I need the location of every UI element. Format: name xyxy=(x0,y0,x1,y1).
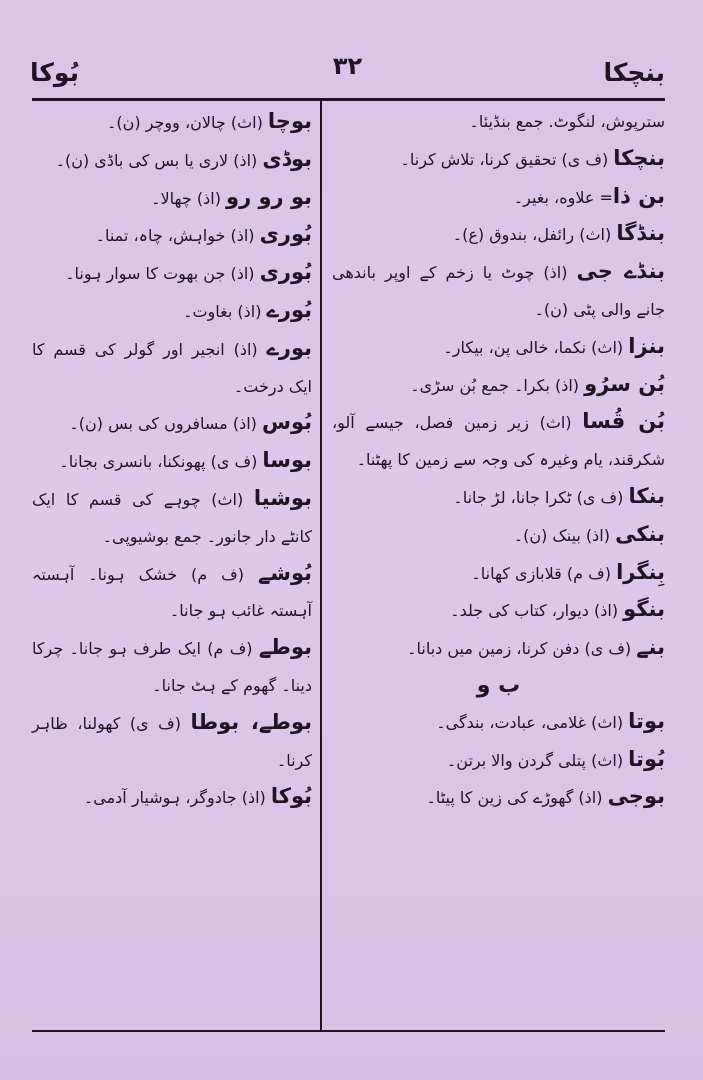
entry-definition: سترپوش، لنگوٹ. جمع بنڈیئا۔ xyxy=(469,112,665,131)
header-last-headword: بُوکا xyxy=(30,58,79,87)
entry-definition: (اذ) چھالا۔ xyxy=(151,188,227,208)
dictionary-entry xyxy=(332,592,665,630)
entry-headword: بوچا xyxy=(267,109,312,133)
entry-headword: بُوری xyxy=(259,260,312,285)
entry-headword: بُوس xyxy=(261,410,312,435)
page-number: ۳۲ xyxy=(332,52,363,80)
column-divider xyxy=(320,99,322,1030)
dictionary-entry xyxy=(332,555,665,593)
entry-headword: بن ذا xyxy=(612,183,665,208)
entry-definition: (اذ) جادوگر، ہوشیار آدمی۔ xyxy=(83,788,271,808)
dictionary-entry xyxy=(32,443,312,481)
entry-definition: = علاوه، بغیر۔ xyxy=(513,187,613,207)
dictionary-entry xyxy=(332,329,665,367)
entry-definition: (اذ) بغاوت۔ xyxy=(183,301,267,321)
entry-definition: (اث) غلامی، عبادت، بندگی۔ xyxy=(436,712,629,732)
entry-headword: بوشیا xyxy=(253,485,312,510)
entry-definition: (اذ) بینک (ن)۔ xyxy=(513,525,616,545)
entry-headword: بوطے، بوطا xyxy=(190,709,312,734)
entry-headword: بوسا xyxy=(262,448,312,473)
dictionary-entry xyxy=(32,630,312,705)
dictionary-entry xyxy=(332,254,665,329)
entry-definition: (ف ی) تحقیق کرنا، تلاش کرنا۔ xyxy=(400,149,614,169)
dictionary-entry xyxy=(32,779,312,817)
dictionary-entry xyxy=(332,104,665,141)
entry-headword: بنگو xyxy=(623,597,665,622)
left-column-entries xyxy=(32,104,312,817)
entry-definition: (ف ی) کھولنا، ظاہر کرنا۔ xyxy=(32,713,312,770)
dictionary-entry xyxy=(332,479,665,517)
dictionary-entry xyxy=(32,104,312,142)
entry-definition: (اث) نکما، خالی پن، بیکار۔ xyxy=(443,337,629,357)
entry-definition: (اذ) مسافروں کی بس (ن)۔ xyxy=(69,414,262,434)
entry-definition: (اث) پتلی گردن والا برتن۔ xyxy=(446,750,629,770)
entry-definition: (اذ) انجیر اور گولر کی قسم کا ایک درخت۔ xyxy=(32,339,312,396)
entry-headword: بنڈگا xyxy=(616,221,665,246)
right-column xyxy=(332,104,665,817)
entry-definition: (ف ی) دفن کرنا، زمین میں دبانا۔ xyxy=(407,639,637,659)
entry-definition: (اث) زیر زمین فصل، جیسے آلو، شکرقند، یام وغیرہ کی وجہ سے زمین کا پھٹنا۔ xyxy=(332,413,665,470)
header-first-headword: بنچکا xyxy=(603,58,665,87)
entry-headword: بُوری xyxy=(259,222,312,247)
entry-headword: بوطے xyxy=(258,635,312,660)
entry-headword: بُن سرُو xyxy=(584,371,665,396)
dictionary-entry xyxy=(32,180,312,218)
entry-definition: (اذ) جن بھوت کا سوار ہونا۔ xyxy=(65,264,260,284)
entry-headword: بُوتا xyxy=(628,746,665,771)
entry-headword: بنے xyxy=(636,635,665,660)
entry-headword: بُورے xyxy=(266,297,312,322)
entry-headword: بنڈے جی xyxy=(576,259,665,284)
entry-definition: (ف ی) ٹکرا جانا، لڑ جانا۔ xyxy=(453,487,629,507)
entry-definition: (اث) چالان، ووچر (ن)۔ xyxy=(107,113,268,132)
entry-definition: (ف م) ایک طرف ہو جانا۔ چرکا دینا۔ گھوم کے ہٹ جانا۔ xyxy=(32,639,312,695)
entry-headword: بوجی xyxy=(607,784,665,809)
entry-definition: (اذ) چوٹ یا زخم کے اوپر باندھی جانے والی پٹی (ن)۔ xyxy=(332,263,665,319)
dictionary-entry xyxy=(332,404,665,479)
dictionary-entry xyxy=(32,405,312,443)
dictionary-entry xyxy=(332,141,665,179)
dictionary-entry xyxy=(32,556,312,631)
entry-headword: بوڈی xyxy=(262,146,312,171)
entry-headword: بوتا xyxy=(628,708,665,733)
dictionary-entry xyxy=(332,742,665,780)
entry-headword: بنچکا xyxy=(613,145,665,170)
header-rule xyxy=(32,98,665,101)
entry-definition: (ف م) قلابازی کھانا۔ xyxy=(471,563,617,583)
entry-headword: بنکی xyxy=(615,521,665,546)
dictionary-entry xyxy=(332,517,665,555)
dictionary-entry xyxy=(32,331,312,406)
entry-headword: بُن قُسا xyxy=(582,409,665,434)
footer-rule xyxy=(32,1030,665,1032)
entry-headword: بورے xyxy=(266,335,312,360)
entry-definition: (اذ) بکرا۔ جمع بُن سڑی۔ xyxy=(410,375,585,395)
left-column xyxy=(32,104,312,817)
entry-definition: (اذ) لاری یا بس کی باڈی (ن)۔ xyxy=(55,150,263,170)
dictionary-entry xyxy=(332,179,665,217)
dictionary-entry xyxy=(332,216,665,254)
dictionary-entry xyxy=(32,481,312,556)
entry-definition: (ف م) خشک ہونا۔ آہستہ آہستہ غائب ہو جانا۔ xyxy=(32,564,312,621)
section-heading: ب و xyxy=(476,672,521,698)
dictionary-entry xyxy=(332,630,665,668)
entry-headword: بُوکا xyxy=(270,784,312,809)
dictionary-entry xyxy=(32,217,312,255)
dictionary-entry xyxy=(32,142,312,180)
entry-definition: (اث) چوہے کی قسم کا ایک کانٹے دار جانور۔ جمع بوشیوپی۔ xyxy=(32,489,312,546)
dictionary-entry xyxy=(32,705,312,780)
dictionary-entry xyxy=(32,255,312,293)
dictionary-entry xyxy=(332,704,665,742)
entry-headword: بو رو رو xyxy=(226,184,312,209)
entry-headword: بنکا xyxy=(628,483,665,508)
right-column-entries xyxy=(332,104,665,668)
dictionary-entry xyxy=(332,779,665,817)
entry-definition: (اذ) گھوڑے کی زین کا پیٹا۔ xyxy=(426,788,608,808)
entry-headword: بُوشے xyxy=(257,560,312,585)
entry-definition: (اث) رائفل، بندوق (ع)۔ xyxy=(452,225,617,245)
page-header xyxy=(30,52,665,98)
right-column-entries-b xyxy=(332,704,665,817)
entry-definition: (اذ) خواہش، چاہ، تمنا۔ xyxy=(95,226,260,246)
entry-definition: (اذ) دیوار، کتاب کی جلد۔ xyxy=(450,601,624,621)
dictionary-entry xyxy=(32,293,312,331)
entry-definition: (ف ی) پھونکنا، بانسری بجانا۔ xyxy=(59,452,263,472)
dictionary-entry xyxy=(332,367,665,405)
entry-headword: بنزا xyxy=(628,333,665,358)
entry-headword: بِنگرا xyxy=(616,559,665,584)
